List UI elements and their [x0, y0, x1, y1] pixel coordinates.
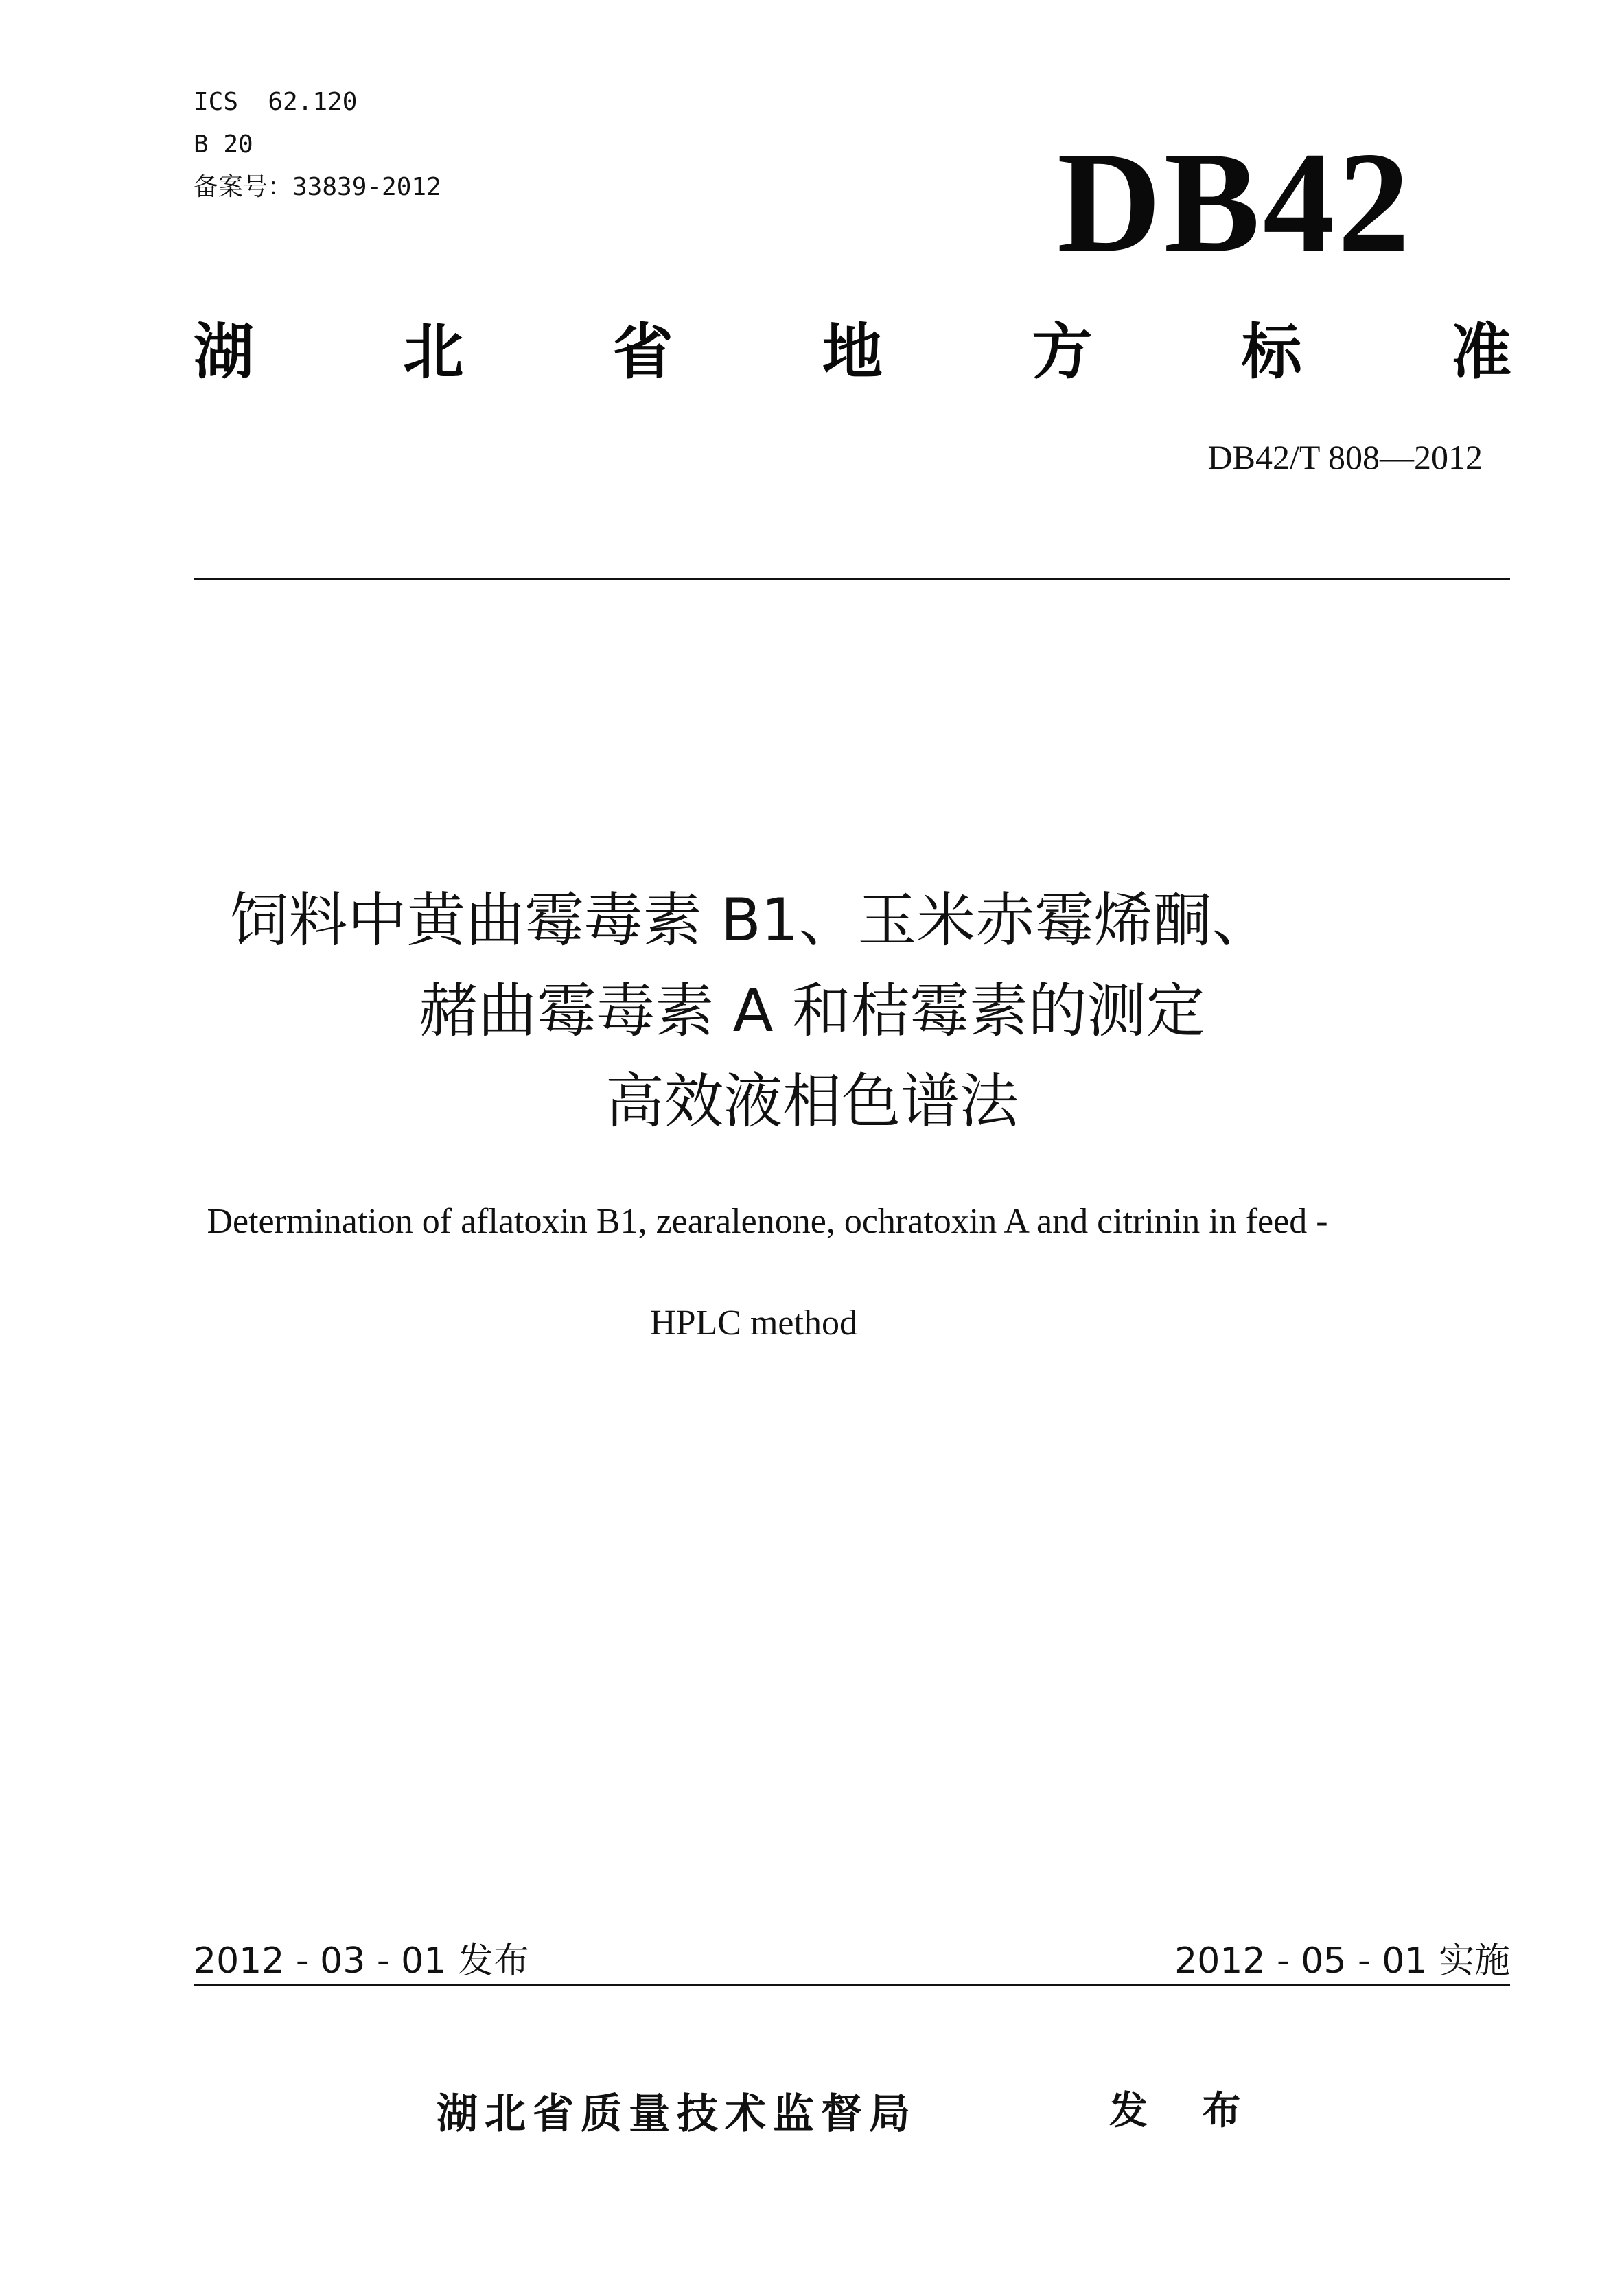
standard-title-char: 标	[1241, 316, 1302, 387]
db42-logo: DB42	[1057, 123, 1413, 282]
standard-number: DB42/T 808—2012	[1207, 438, 1483, 476]
standard-type-title	[194, 314, 1511, 390]
chinese-title-line-1: 饲料中黄曲霉毒素 B1、玉米赤霉烯酮、	[229, 886, 1271, 955]
standard-title-char: 北	[403, 316, 464, 387]
standard-title-char: 地	[822, 316, 883, 387]
standard-title-char: 湖	[194, 316, 255, 387]
english-title	[0, 1200, 1624, 1345]
chinese-title-line-3: 高效液相色谱法	[605, 1067, 1019, 1136]
bottom-divider	[194, 1984, 1510, 1986]
standard-title-char: 省	[612, 316, 673, 387]
ics-code: ICS 62.120	[194, 88, 358, 116]
chinese-title	[0, 875, 1624, 1147]
standard-title-char: 准	[1450, 316, 1511, 387]
chinese-title-line-2: 赭曲霉毒素 A 和桔霉素的测定	[419, 977, 1205, 1045]
implementation-date: 2012 - 05 - 01 实施	[1174, 1940, 1510, 1982]
issue-date: 2012 - 03 - 01 发布	[194, 1940, 529, 1982]
top-divider	[194, 578, 1510, 580]
issuing-authority: 湖北省质量技术监督局	[437, 2090, 917, 2138]
metadata-block	[194, 81, 441, 209]
english-title-line-1: Determination of aflatoxin B1, zearalenone, ochratoxin A and citrinin in feed -	[207, 1202, 1328, 1241]
class-code: B 20	[194, 130, 253, 159]
english-title-line-2: HPLC method	[650, 1303, 857, 1343]
standard-title-char: 方	[1032, 316, 1093, 387]
filing-number: 备案号：33839-2012	[194, 173, 441, 201]
publish-label: 发 布	[1109, 2089, 1262, 2133]
